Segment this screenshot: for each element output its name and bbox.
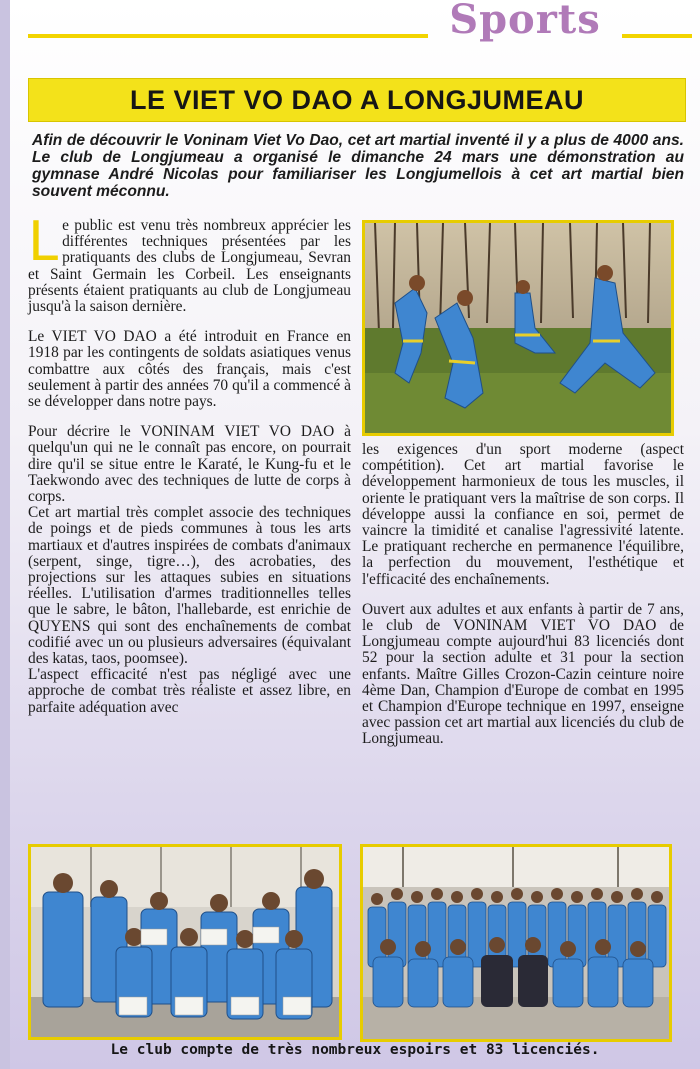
article-title-band [28,78,686,122]
header-rule-left [28,34,428,38]
header-rule-right [622,34,692,38]
club-members-illustration [363,847,669,1039]
demonstration-illustration [365,223,671,433]
paragraph-4: Cet art martial très complet associe des techniques de poings et de pieds communes à tous les arts martiaux et d'autres inspirées de combats d'animaux (serpent, singe, tigre…), des acrobaties, des projections sur les attaques subies en situations réelles. L'utilisation d'armes traditionnelles telles que le sabre, le bâton, l'hallebarde, est enrichie de QUYENS qui sont des enchaînements de combat codifié avec un ou plusieurs adversaires (équivalant des katas, taos, poomsee). [28,504,351,668]
left-column [28,210,351,716]
paragraph-5: L'aspect efficacité n'est pas négligé avec une approche de combat très réaliste et assez libre, en parfaite adéquation avec [28,666,351,716]
paragraph-3: Pour décrire le VONINAM VIET VO DAO à quelqu'un qui ne le connaît pas encore, on pourrait dire qu'il se situe entre le Karaté, le Kung-fu et le Taekwondo avec des techniques de lutte de corps à corps. [28,423,351,506]
magazine-page [10,0,700,1069]
paragraph-2: Le VIET VO DAO a été introduit en France en 1918 par les contingents de soldats asiatiques venus combattre aux côtés des français, mais c'est seulement à partir des années 70 qu'il a commencé à se développer dans notre pays. [28,328,351,411]
paragraph-7: Ouvert aux adultes et aux enfants à partir de 7 ans, le club de VONINAM VIET VO DAO de Longjumeau compte aujourd'hui 83 licenciés dont 52 pour la section adulte et 31 pour la section enfants. Maître Gilles Crozon-Cazin ceinture noire 4ème Dan, Champion d'Europe de combat en 1995 et Champion d'Europe technique en 1997, enseigne avec passion cet art martial aux licenciés du club de Longjumeau. [362,600,684,748]
photo-club-members [360,844,672,1042]
paragraph-1: Le public est venu très nombreux apprécier les différentes techniques présentées par les pratiquants des clubs de Longjumeau, Sevran et Saint Germain les Corbeil. Les enseignants présents étaient pratiquants au club de Longjumeau jusqu'à la saison dernière. [28,210,351,316]
photo-demonstration [362,220,674,436]
section-title: Sports [449,0,601,43]
photo-caption: Le club compte de très nombreux espoirs et 83 licenciés. [110,1042,600,1058]
article-intro: Afin de découvrir le Voninam Viet Vo Dao, cet art martial inventé il y a plus de 4000 ans. Le club de Longjumeau a organisé le dimanche 24 mars une démonstration au gymnase André Nicolas pour familiariser les Longjumellois à cet art martial bien souvent méconnu. [32,132,684,200]
paragraph-6: les exigences d'un sport moderne (aspect compétition). Cet art martial favorise le développement harmonieux de tous les muscles, il oriente le pratiquant vers la maîtrise de son corps. Il développe aussi la confiance en soi, permet de vaincre la timidité et canalise l'agressivité latente. Le pratiquant recherche en permanence l'équilibre, la perfection du mouvement, l'esthétique et l'efficacité des enchaînements. [362,441,684,588]
right-column [362,442,684,748]
article-title: LE VIET VO DAO A LONGJUMEAU [129,84,585,115]
children-group-illustration [31,847,339,1037]
photo-children-group [28,844,342,1040]
